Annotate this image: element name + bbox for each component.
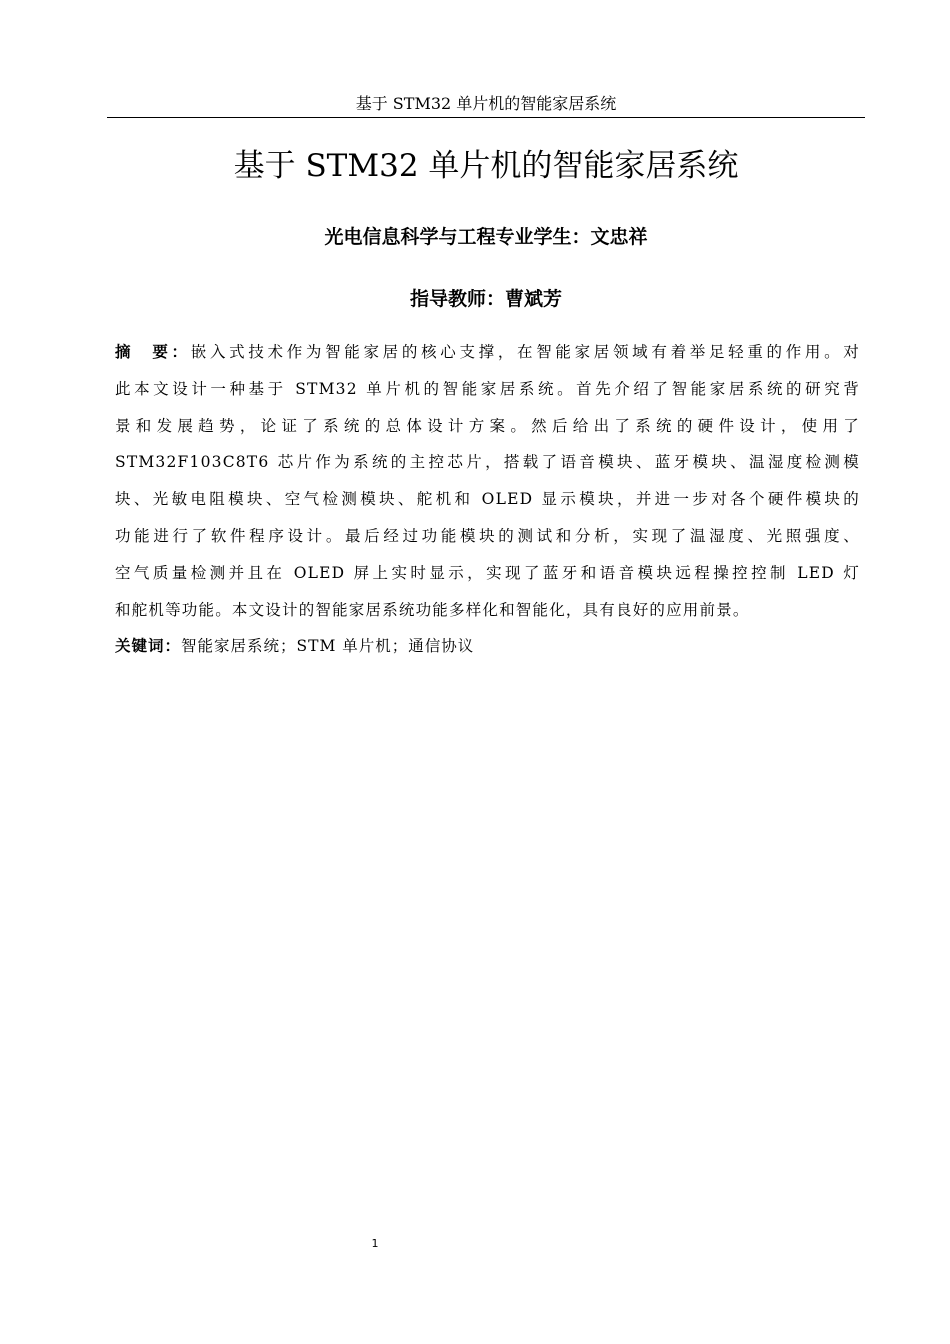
abstract-line: 此本文设计一种基于 STM32 单片机的智能家居系统。首先介绍了智能家居系统的研究背 xyxy=(115,379,860,398)
advisor-line: 指导教师：曹斌芳 xyxy=(409,288,562,310)
abstract-line: 和舵机等功能。本文设计的智能家居系统功能多样化和智能化，具有良好的应用前景。 xyxy=(115,600,750,619)
keywords-value: 智能家居系统；STM 单片机；通信协议 xyxy=(181,637,475,655)
page-number: 1 xyxy=(371,1237,379,1250)
abstract-block xyxy=(115,334,860,628)
abstract-line: 空气质量检测并且在 OLED 屏上实时显示，实现了蓝牙和语音模块远程操控控制 LED 灯 xyxy=(115,563,860,582)
abstract-line: STM32F103C8T6 芯片作为系统的主控芯片，搭载了语音模块、蓝牙模块、温湿度检测模 xyxy=(115,453,860,472)
author-line: 光电信息科学与工程专业学生：文忠祥 xyxy=(324,226,648,248)
document-title: 基于 STM32 单片机的智能家居系统 xyxy=(233,148,739,184)
abstract-text: 嵌入式技术作为智能家居的核心支撑，在智能家居领域有着举足轻重的作用。对 xyxy=(190,343,860,361)
abstract-line: 景和发展趋势，论证了系统的总体设计方案。然后给出了系统的硬件设计，使用了 xyxy=(115,416,860,435)
running-header: 基于 STM32 单片机的智能家居系统 xyxy=(355,94,617,113)
abstract-line: 块、光敏电阻模块、空气检测模块、舵机和 OLED 显示模块，并进一步对各个硬件模块的 xyxy=(115,490,860,509)
abstract-line: 功能进行了软件程序设计。最后经过功能模块的测试和分析，实现了温湿度、光照强度、 xyxy=(115,526,860,545)
keywords-label: 关键词： xyxy=(115,636,182,655)
header-rule xyxy=(107,117,865,118)
abstract-line xyxy=(115,334,860,371)
keywords-line xyxy=(115,628,474,664)
abstract-label: 摘 要： xyxy=(115,342,191,361)
